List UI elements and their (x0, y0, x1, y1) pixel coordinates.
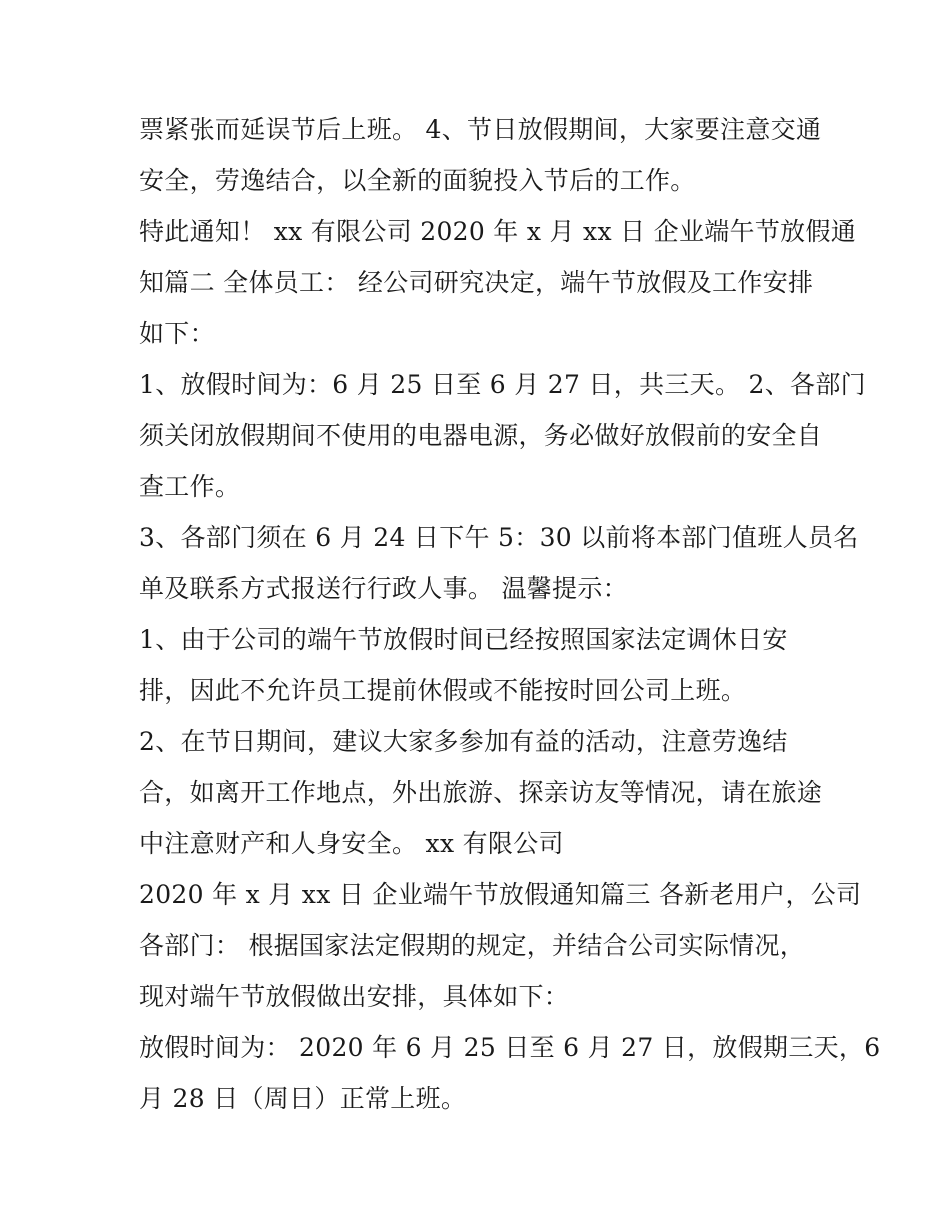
text-line: 特此通知！ xx 有限公司 2020 年 x 月 xx 日 企业端午节放假通 (139, 217, 857, 246)
text-line: 2020 年 x 月 xx 日 企业端午节放假通知篇三 各新老用户，公司 (139, 880, 862, 909)
text-line: 月 28 日（周日）正常上班。 (139, 1084, 467, 1113)
document-body (139, 104, 881, 1124)
text-line: 须关闭放假期间不使用的电器电源，务必做好放假前的安全自 (139, 421, 823, 450)
text-line: 3、各部门须在 6 月 24 日下午 5：30 以前将本部门值班人员名 (139, 523, 859, 552)
text-line: 票紧张而延误节后上班。 4、节日放假期间，大家要注意交通 (139, 115, 822, 144)
text-line: 知篇二 全体员工： 经公司研究决定，端午节放假及工作安排 (139, 268, 814, 297)
text-line: 查工作。 (139, 472, 241, 501)
text-line: 1、放假时间为：6 月 25 日至 6 月 27 日，共三天。 2、各部门 (139, 370, 866, 399)
text-line: 单及联系方式报送行行政人事。 温馨提示： (139, 574, 628, 603)
text-line: 2、在节日期间，建议大家多参加有益的活动，注意劳逸结 (139, 727, 788, 756)
text-line: 1、由于公司的端午节放假时间已经按照国家法定调休日安 (139, 625, 788, 654)
text-line: 放假时间为： 2020 年 6 月 25 日至 6 月 27 日，放假期三天，6 (139, 1033, 881, 1062)
text-line: 合，如离开工作地点，外出旅游、探亲访友等情况，请在旅途 (139, 778, 823, 807)
text-line: 排，因此不允许员工提前休假或不能按时回公司上班。 (139, 676, 747, 705)
text-line: 安全，劳逸结合，以全新的面貌投入节后的工作。 (139, 166, 696, 195)
text-line: 现对端午节放假做出安排，具体如下： (139, 982, 570, 1011)
text-line: 中注意财产和人身安全。 xx 有限公司 (139, 829, 564, 858)
text-line: 如下： (139, 319, 215, 348)
text-line: 各部门： 根据国家法定假期的规定，并结合公司实际情况， (139, 931, 806, 960)
